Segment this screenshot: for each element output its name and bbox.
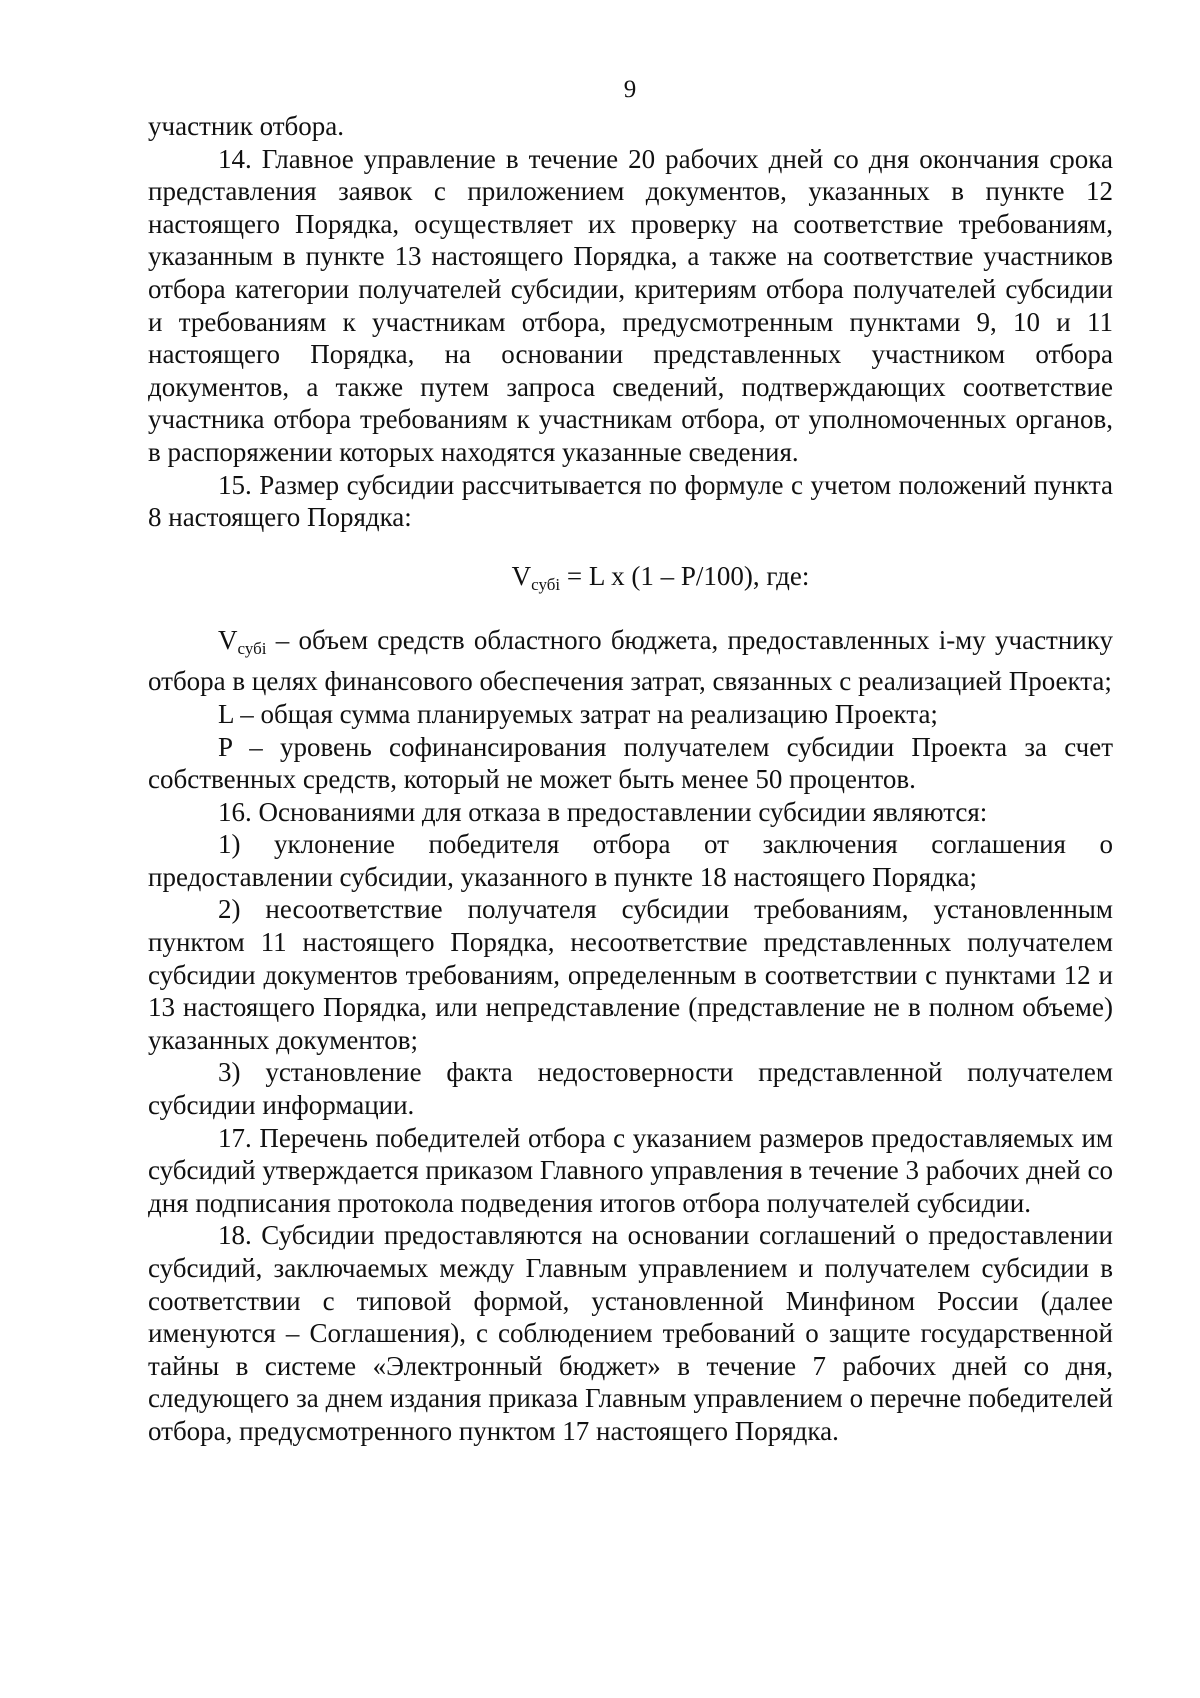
definition-l: L – общая сумма планируемых затрат на реализацию Проекта; bbox=[218, 698, 938, 729]
page-number: 9 bbox=[623, 76, 637, 103]
subsidy-formula bbox=[148, 559, 1113, 602]
paragraph-16-item-1: 1) уклонение победителя отбора от заключения соглашения о предоставлении субсидии, указанного в пункте 18 настоящего Порядка; bbox=[148, 829, 1113, 892]
paragraph-continuation: участник отбора. bbox=[148, 111, 345, 141]
formula-subscript: субi bbox=[531, 574, 561, 594]
paragraph-16: 16. Основаниями для отказа в предоставлении субсидии являются: bbox=[218, 796, 988, 827]
formula-variable: V bbox=[511, 560, 532, 591]
paragraph-18: 18. Субсидии предоставляются на основании соглашений о предоставлении субсидий, заключаемых между Главным управлением и получателем субсидии в соответствии с типовой формой, установленной Минфином России (далее именуются – Соглашения), с соблюдением требований о защите государственной тайны в системе «Электронный бюджет» в течение 7 рабочих дней со дня, следующего за днем издания приказа Главным управлением о перечне победителей отбора, предусмотренного пунктом 17 настоящего Порядка. bbox=[148, 1220, 1113, 1446]
paragraph-16-item-3: 3) установление факта недостоверности представленной получателем субсидии информации. bbox=[148, 1057, 1113, 1121]
paragraph-14: 14. Главное управление в течение 20 рабочих дней со дня окончания срока представления заявок с приложением документов, указанных в пункте 12 настоящего Порядка, осуществляет их проверку на соответствие требованиям, указанным в пункте 13 настоящего Порядка, а также на соответствие участников отбора категории получателей субсидии, критериям отбора получателей субсидии и требованиям к участникам отбора, предусмотренным пунктами 9, 10 и 11 настоящего Порядка, на основании представленных участником отбора документов, а также путем запроса сведений, подтверждающих соответствие участника отбора требованиям к участникам отбора, от уполномоченных органов, в распоряжении которых находятся указанные сведения. bbox=[148, 143, 1113, 467]
paragraph-17: 17. Перечень победителей отбора с указанием размеров предоставляемых им субсидий утверждается приказом Главного управления в течение 3 рабочих дней со дня подписания протокола подведения итогов отбора получателей субсидии. bbox=[148, 1122, 1113, 1218]
definition-v bbox=[148, 624, 1113, 698]
definition-v-text: – объем средств областного бюджета, предоставленных i-му участнику отбора в целях финансового обеспечения затрат, связанных с реализацией Проекта; bbox=[148, 624, 1113, 697]
document-body bbox=[148, 110, 1113, 1448]
definition-v-variable: $V_{субi}$ bbox=[218, 624, 267, 658]
formula-expression: = L х (1 – P/100), где: bbox=[560, 560, 810, 591]
paragraph-15: 15. Размер субсидии рассчитывается по формуле с учетом положений пункта 8 настоящего Порядка: bbox=[148, 469, 1113, 533]
definition-p: P – уровень софинансирования получателем субсидии Проекта за счет собственных средств, который не может быть менее 50 процентов. bbox=[148, 731, 1113, 795]
paragraph-16-item-2: 2) несоответствие получателя субсидии требованиям, установленным пунктом 11 настоящего Порядка, несоответствие представленных получателем субсидии документов требованиям, определенным в соответствии с пунктами 12 и 13 настоящего Порядка, или непредставление (представление не в полном объеме) указанных документов; bbox=[148, 894, 1113, 1055]
